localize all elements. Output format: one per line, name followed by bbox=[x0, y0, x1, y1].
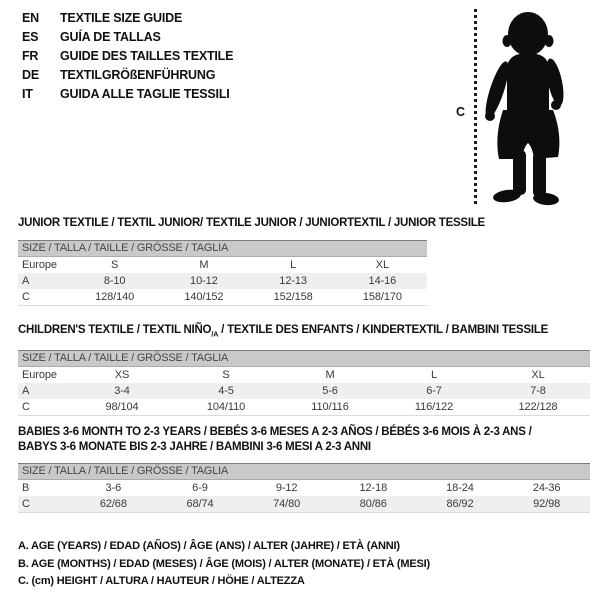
size-cell: 110/116 bbox=[311, 401, 349, 414]
size-table-row bbox=[18, 367, 590, 383]
junior-size-table-body bbox=[18, 257, 427, 306]
size-cell: 6-9 bbox=[192, 482, 208, 494]
size-cell: XL bbox=[375, 259, 389, 271]
footnote-height-cm: C. (cm) HEIGHT / ALTURA / HAUTEUR / HÖHE / ALTEZZA bbox=[18, 575, 305, 587]
size-cell: 158/170 bbox=[362, 291, 402, 303]
language-code: ES bbox=[22, 30, 39, 44]
language-row bbox=[22, 9, 233, 28]
junior-size-table bbox=[18, 257, 427, 306]
size-cell: 128/140 bbox=[95, 291, 135, 303]
language-title: GUIDE DES TAILLES TEXTILE bbox=[60, 49, 234, 63]
size-cell: 18-24 bbox=[446, 482, 474, 494]
size-cell: S bbox=[222, 369, 230, 382]
size-cell: 86/92 bbox=[417, 496, 504, 513]
size-row-label: Europe bbox=[22, 369, 57, 382]
heading-text-part: / TEXTILE DES ENFANTS / KINDERTEXTIL / BAMBINI TESSILE bbox=[218, 324, 549, 336]
language-code: EN bbox=[22, 11, 39, 25]
section-junior-textile bbox=[18, 216, 485, 306]
language-row bbox=[22, 47, 233, 66]
section-heading-childrens bbox=[18, 323, 590, 341]
size-header-bar bbox=[18, 463, 590, 480]
size-cell: L bbox=[290, 259, 297, 271]
size-header-label: SIZE / TALLA / TAILLE / GRÖSSE / TAGLIA bbox=[22, 242, 229, 254]
size-table-row bbox=[18, 273, 427, 289]
size-header-label: SIZE / TALLA / TAILLE / GRÖSSE / TAGLIA bbox=[22, 352, 229, 365]
size-cell: 152/158 bbox=[273, 291, 313, 303]
size-cell: 14-16 bbox=[338, 273, 427, 289]
size-cell: 92/98 bbox=[503, 496, 590, 513]
language-code: DE bbox=[22, 68, 39, 82]
footnote-age-months: B. AGE (MONTHS) / EDAD (MESES) / ÂGE (MOIS) / ALTER (MONATE) / ETÀ (MESI) bbox=[18, 557, 430, 570]
size-table-row bbox=[18, 289, 427, 306]
baby-silhouette-icon bbox=[483, 10, 568, 207]
size-cell: 122/128 bbox=[518, 401, 558, 414]
size-header-label: SIZE / TALLA / TAILLE / GRÖSSE / TAGLIA bbox=[22, 465, 229, 477]
language-title: GUIDA ALLE TAGLIE TESSILI bbox=[60, 87, 230, 101]
section-babies-textile bbox=[18, 425, 590, 513]
language-title: GUÍA DE TALLAS bbox=[60, 30, 161, 44]
size-row-label: A bbox=[18, 273, 70, 289]
section-heading-babies bbox=[18, 425, 590, 455]
size-header-bar bbox=[18, 240, 427, 257]
language-code: IT bbox=[22, 87, 33, 101]
size-cell: 8-10 bbox=[70, 273, 159, 289]
size-cell: 5-6 bbox=[278, 383, 382, 399]
section-heading-line bbox=[18, 323, 590, 341]
height-measure-dashed-line bbox=[474, 9, 477, 207]
section-heading-junior bbox=[18, 216, 485, 231]
size-cell: 10-12 bbox=[159, 273, 248, 289]
language-title: TEXTILGRÖßENFÜHRUNG bbox=[60, 68, 216, 82]
heading-text-part: BABYS 3-6 MONATE BIS 2-3 JAHRE / BAMBINI 3-6 MESI A 2-3 ANNI bbox=[18, 441, 371, 453]
size-cell: M bbox=[199, 259, 209, 271]
size-cell: 140/152 bbox=[184, 291, 224, 303]
size-cell: 12-18 bbox=[359, 482, 388, 494]
section-childrens-textile bbox=[18, 323, 590, 416]
section-heading-line bbox=[18, 216, 485, 231]
language-row bbox=[22, 85, 233, 104]
childrens-size-table-body bbox=[18, 367, 590, 416]
size-row-label: A bbox=[18, 383, 70, 399]
heading-text-part: JUNIOR TEXTILE / TEXTIL JUNIOR/ TEXTILE JUNIOR / JUNIORTEXTIL / JUNIOR TESSILE bbox=[18, 217, 485, 229]
babies-size-table-body bbox=[18, 480, 590, 513]
size-row-label: B bbox=[22, 482, 30, 494]
size-cell: 7-8 bbox=[486, 383, 590, 399]
size-row-label: Europe bbox=[22, 259, 57, 271]
size-cell: 62/68 bbox=[70, 496, 157, 513]
size-cell: 74/80 bbox=[243, 496, 330, 513]
size-cell: 4-5 bbox=[174, 383, 278, 399]
language-code: FR bbox=[22, 49, 39, 63]
section-heading-line bbox=[18, 440, 590, 455]
language-title: TEXTILE SIZE GUIDE bbox=[60, 11, 183, 25]
size-header-bar bbox=[18, 350, 590, 367]
size-cell: 80/86 bbox=[330, 496, 417, 513]
section-heading-line bbox=[18, 425, 590, 440]
size-table-row bbox=[18, 480, 590, 496]
size-cell: 68/74 bbox=[157, 496, 244, 513]
size-cell: XL bbox=[531, 369, 545, 382]
heading-text-part: /A bbox=[211, 329, 219, 339]
size-cell: 98/104 bbox=[105, 401, 139, 414]
size-row-label: C bbox=[22, 401, 30, 414]
size-cell: M bbox=[325, 369, 335, 382]
size-cell: 104/110 bbox=[206, 401, 246, 414]
babies-size-table bbox=[18, 480, 590, 513]
heading-text-part: BABIES 3-6 MONTH TO 2-3 YEARS / BEBÉS 3-6 MESES A 2-3 AÑOS / BÉBÉS 3-6 MOIS À 2-3 ANS / bbox=[18, 426, 532, 438]
size-row-label: C bbox=[18, 496, 70, 513]
size-cell: 3-4 bbox=[70, 383, 174, 399]
size-cell: 12-13 bbox=[249, 273, 338, 289]
heading-text-part: CHILDREN'S TEXTILE / TEXTIL NIÑO bbox=[18, 324, 212, 336]
footnotes bbox=[18, 538, 430, 591]
size-table-row bbox=[18, 257, 427, 273]
size-cell: 9-12 bbox=[275, 482, 298, 494]
size-table-row bbox=[18, 496, 590, 513]
size-cell: 116/122 bbox=[414, 401, 454, 414]
size-cell: S bbox=[111, 259, 119, 271]
size-cell: L bbox=[430, 369, 438, 382]
size-table-row bbox=[18, 383, 590, 399]
size-cell: 24-36 bbox=[532, 482, 561, 494]
size-row-label: C bbox=[22, 291, 30, 303]
footnote-age-years: A. AGE (YEARS) / EDAD (AÑOS) / ÂGE (ANS) / ALTER (JAHRE) / ETÀ (ANNI) bbox=[18, 540, 400, 552]
size-table-row bbox=[18, 399, 590, 416]
language-row bbox=[22, 66, 233, 85]
size-cell: XS bbox=[114, 369, 130, 382]
language-row bbox=[22, 28, 233, 47]
size-cell: 6-7 bbox=[382, 383, 486, 399]
height-measure-label-c: C bbox=[456, 105, 466, 119]
childrens-size-table bbox=[18, 367, 590, 416]
size-cell: 3-6 bbox=[105, 482, 122, 494]
language-title-list bbox=[22, 9, 233, 104]
